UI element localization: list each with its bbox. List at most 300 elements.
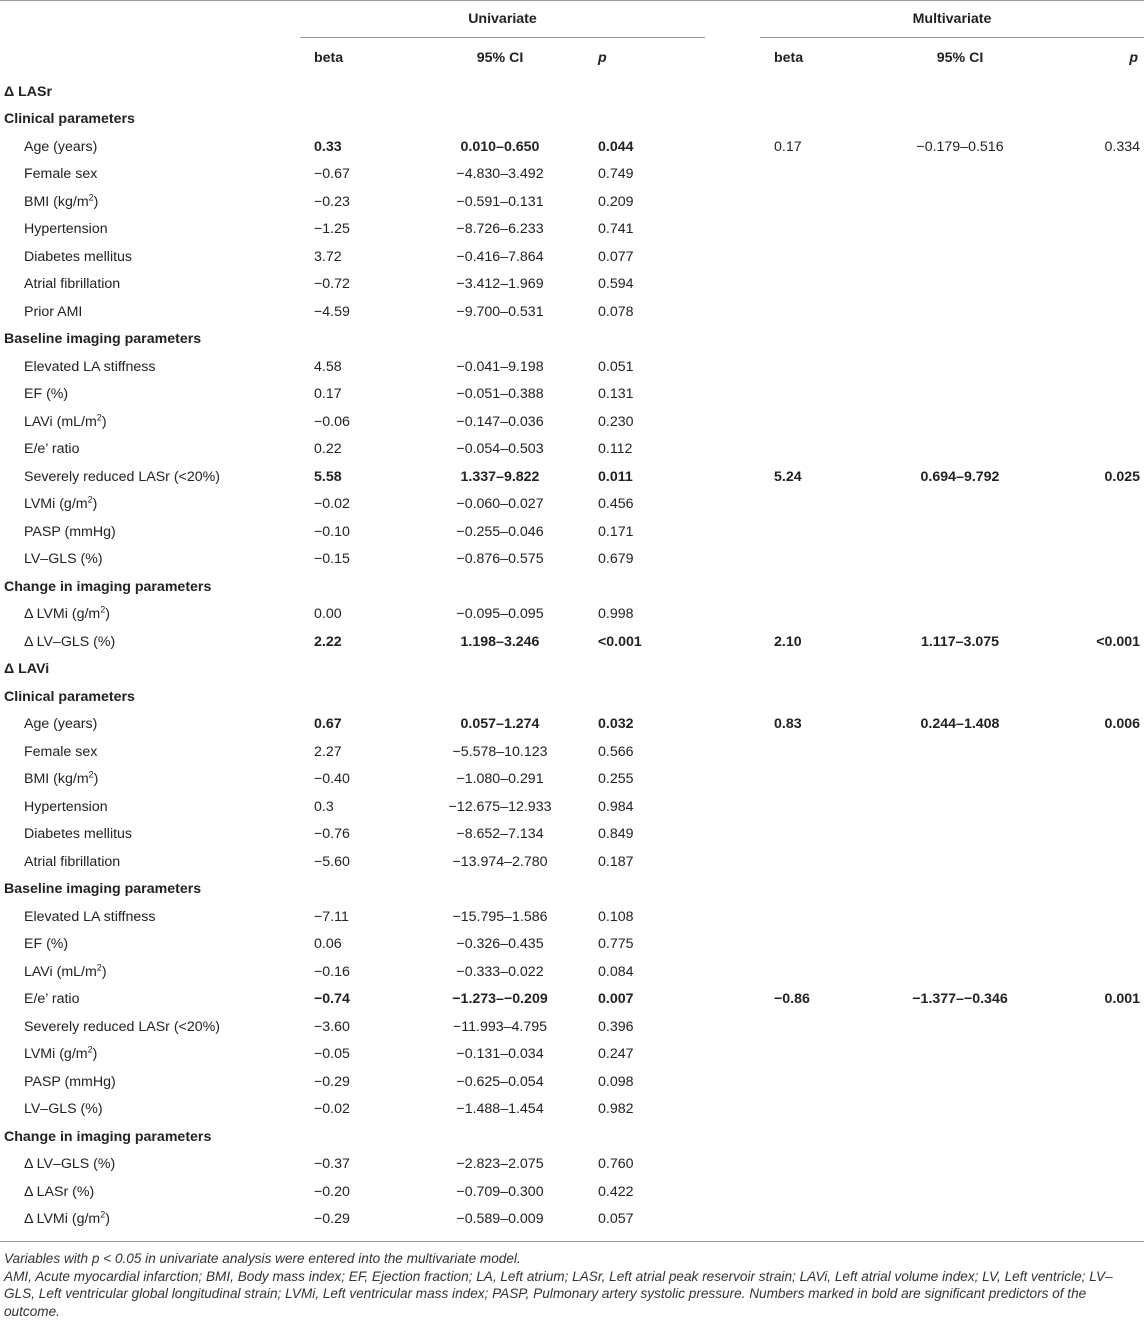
row-label: Diabetes mellitus [24, 248, 133, 265]
multivariate-ci [870, 931, 1050, 959]
multivariate-p [1050, 1151, 1144, 1179]
table-row [0, 931, 1144, 959]
multivariate-p [1050, 188, 1144, 216]
header-sub-row [0, 38, 1144, 79]
multivariate-beta [760, 271, 870, 299]
univariate-ci: 0.057–1.274 [460, 716, 540, 733]
multivariate-p [1050, 1068, 1144, 1096]
univariate-beta: −7.11 [314, 908, 349, 925]
univariate-p: 0.051 [598, 358, 634, 375]
row-label: Δ LASr (%) [24, 1183, 95, 1200]
table-bottom-rule [0, 1233, 1144, 1242]
multivariate-ci: −1.377–−0.346 [912, 991, 1008, 1008]
table-row [0, 381, 1144, 409]
multivariate-p [1050, 353, 1144, 381]
multivariate-ci [870, 188, 1050, 216]
table-row [0, 601, 1144, 629]
section-header-row [0, 573, 1144, 601]
univariate-beta: −0.40 [314, 771, 350, 788]
footnote-1: Variables with p < 0.05 in univariate analysis were entered into the multivariate model. [4, 1251, 521, 1266]
column-gap [705, 793, 760, 821]
univariate-ci: −0.333–0.022 [456, 963, 544, 980]
row-label: LVMi $(g/m^2)$ [24, 494, 98, 513]
univariate-ci: −11.993–4.795 [452, 1018, 548, 1035]
multivariate-ci: −0.179–0.516 [916, 138, 1004, 155]
univariate-beta: −0.29 [314, 1073, 350, 1090]
section-label: Baseline imaging parameters [4, 331, 202, 348]
univariate-beta: −0.02 [314, 1101, 350, 1118]
univariate-p: 0.396 [598, 1018, 634, 1035]
univariate-p: 0.187 [598, 853, 634, 870]
univariate-beta: 0.33 [314, 138, 342, 155]
multivariate-ci [870, 601, 1050, 629]
univariate-ci: −0.625–0.054 [456, 1073, 544, 1090]
univariate-beta: 2.27 [314, 743, 342, 760]
column-gap [705, 491, 760, 519]
row-label: EF (%) [24, 936, 69, 953]
univariate-p: 0.044 [598, 138, 634, 155]
multivariate-p [1050, 381, 1144, 409]
multivariate-p [1050, 216, 1144, 244]
table-row [0, 133, 1144, 161]
univariate-ci: −8.726–6.233 [456, 221, 544, 238]
multivariate-ci [870, 1068, 1050, 1096]
multivariate-beta [760, 931, 870, 959]
column-gap [705, 766, 760, 794]
univariate-beta: 0.17 [314, 386, 342, 403]
row-label: LV–GLS (%) [24, 551, 103, 568]
row-label: Atrial fibrillation [24, 853, 121, 870]
table-row [0, 738, 1144, 766]
univariate-beta: −0.72 [314, 276, 350, 293]
multivariate-p [1050, 271, 1144, 299]
column-gap [705, 546, 760, 574]
multivariate-ci [870, 958, 1050, 986]
multivariate-p [1050, 793, 1144, 821]
multivariate-beta [760, 491, 870, 519]
multivariate-beta [760, 1178, 870, 1206]
section-header-row [0, 326, 1144, 354]
multivariate-ci: 0.694–9.792 [920, 468, 1000, 485]
univariate-ci: −1.080–0.291 [456, 771, 544, 788]
multivariate-p [1050, 518, 1144, 546]
table-row [0, 188, 1144, 216]
multivariate-p [1050, 848, 1144, 876]
univariate-ci: −1.273–−0.209 [452, 991, 548, 1008]
column-gap [705, 1206, 760, 1234]
univariate-p: 0.982 [598, 1101, 634, 1118]
multivariate-p [1050, 546, 1144, 574]
multivariate-beta [760, 1206, 870, 1234]
univariate-ci-header: 95% CI [410, 38, 590, 79]
multivariate-beta [760, 903, 870, 931]
multivariate-p: 0.334 [1104, 138, 1140, 155]
multivariate-beta [760, 738, 870, 766]
row-label: Δ LVMi $(g/m^2)$ [24, 604, 110, 623]
univariate-ci: −2.823–2.075 [456, 1156, 544, 1173]
column-gap [705, 1178, 760, 1206]
multivariate-beta: 5.24 [774, 468, 802, 485]
column-gap [705, 243, 760, 271]
column-gap [705, 353, 760, 381]
multivariate-ci [870, 216, 1050, 244]
column-gap [705, 298, 760, 326]
table-row [0, 1068, 1144, 1096]
multivariate-beta: 2.10 [774, 633, 802, 650]
column-gap [705, 848, 760, 876]
univariate-p: 0.230 [598, 413, 634, 430]
column-gap [705, 1041, 760, 1069]
multivariate-beta [760, 353, 870, 381]
multivariate-ci [870, 1013, 1050, 1041]
multivariate-ci [870, 903, 1050, 931]
univariate-beta: −0.05 [314, 1046, 350, 1063]
univariate-p: 0.775 [598, 936, 634, 953]
multivariate-ci [870, 848, 1050, 876]
multivariate-beta [760, 1068, 870, 1096]
row-label: LAVi $(mL/m^2)$ [24, 962, 107, 980]
row-label: Severely reduced LASr (<20%) [24, 1018, 220, 1035]
table-row [0, 216, 1144, 244]
table-row [0, 628, 1144, 656]
multivariate-ci [870, 1178, 1050, 1206]
multivariate-p [1050, 601, 1144, 629]
table-row [0, 986, 1144, 1014]
table-row [0, 518, 1144, 546]
univariate-p: 0.566 [598, 743, 634, 760]
univariate-beta: −4.59 [314, 303, 350, 320]
row-label: Atrial fibrillation [24, 276, 121, 293]
multivariate-ci [870, 1151, 1050, 1179]
univariate-beta: 3.72 [314, 248, 342, 265]
univariate-ci: −13.974–2.780 [452, 853, 548, 870]
univariate-p: 0.098 [598, 1073, 634, 1090]
row-label: LVMi $(g/m^2)$ [24, 1044, 98, 1063]
row-label: LV–GLS (%) [24, 1101, 103, 1118]
row-label: Elevated LA stiffness [24, 358, 156, 375]
table-row [0, 766, 1144, 794]
univariate-p: 0.255 [598, 771, 634, 788]
multivariate-beta [760, 848, 870, 876]
row-label: EF (%) [24, 386, 69, 403]
multivariate-ci [870, 518, 1050, 546]
univariate-beta: −0.16 [314, 963, 350, 980]
multivariate-p [1050, 766, 1144, 794]
table-row [0, 821, 1144, 849]
univariate-beta: −0.29 [314, 1211, 350, 1228]
univariate-p: 0.084 [598, 963, 634, 980]
univariate-p: 0.741 [598, 221, 634, 238]
univariate-ci: −0.876–0.575 [456, 551, 544, 568]
row-label: PASP (mmHg) [24, 523, 116, 540]
row-label: Prior AMI [24, 303, 83, 320]
multivariate-p [1050, 243, 1144, 271]
multivariate-beta-header: beta [760, 38, 870, 79]
univariate-ci: −0.131–0.034 [456, 1046, 544, 1063]
column-gap [705, 628, 760, 656]
section-label: Change in imaging parameters [4, 578, 212, 595]
table-row [0, 243, 1144, 271]
univariate-beta: 2.22 [314, 633, 342, 650]
univariate-p: 0.456 [598, 496, 634, 513]
univariate-p: 0.749 [598, 166, 634, 183]
multivariate-ci [870, 436, 1050, 464]
univariate-beta: −3.60 [314, 1018, 350, 1035]
univariate-ci: −0.416–7.864 [456, 248, 544, 265]
multivariate-ci [870, 381, 1050, 409]
section-label: Clinical parameters [4, 688, 135, 705]
section-header-row [0, 683, 1144, 711]
multivariate-beta [760, 546, 870, 574]
table-row [0, 546, 1144, 574]
section-header-row [0, 876, 1144, 904]
univariate-ci: −15.795–1.586 [452, 908, 548, 925]
column-gap [705, 381, 760, 409]
multivariate-beta [760, 1096, 870, 1124]
univariate-beta: −0.67 [314, 166, 350, 183]
multivariate-ci [870, 793, 1050, 821]
section-header-row [0, 656, 1144, 684]
multivariate-beta [760, 381, 870, 409]
table-row [0, 463, 1144, 491]
table-row [0, 271, 1144, 299]
univariate-p: 0.998 [598, 606, 634, 623]
multivariate-ci [870, 1096, 1050, 1124]
univariate-beta: 4.58 [314, 358, 342, 375]
table-row [0, 491, 1144, 519]
univariate-beta: −5.60 [314, 853, 350, 870]
multivariate-ci [870, 821, 1050, 849]
multivariate-p: <0.001 [1096, 633, 1140, 650]
univariate-ci: −0.326–0.435 [456, 936, 544, 953]
section-label: Change in imaging parameters [4, 1128, 212, 1145]
multivariate-beta [760, 216, 870, 244]
multivariate-ci [870, 1041, 1050, 1069]
multivariate-ci [870, 408, 1050, 436]
multivariate-p [1050, 821, 1144, 849]
multivariate-beta [760, 161, 870, 189]
column-gap [705, 271, 760, 299]
univariate-beta: 5.58 [314, 468, 342, 485]
multivariate-beta [760, 958, 870, 986]
multivariate-beta [760, 188, 870, 216]
multivariate-beta: 0.17 [774, 138, 802, 155]
univariate-ci: 0.010–0.650 [460, 138, 540, 155]
row-label: Δ LV–GLS (%) [24, 633, 116, 650]
univariate-beta: −0.20 [314, 1183, 350, 1200]
univariate-p: 0.007 [598, 991, 634, 1008]
column-gap [705, 903, 760, 931]
multivariate-beta [760, 436, 870, 464]
multivariate-ci [870, 298, 1050, 326]
univariate-beta: −0.76 [314, 826, 350, 843]
multivariate-p [1050, 958, 1144, 986]
column-gap [705, 738, 760, 766]
univariate-ci: −0.054–0.503 [456, 441, 544, 458]
section-label: Δ LAVi [4, 661, 50, 678]
column-gap [705, 601, 760, 629]
univariate-ci: −0.709–0.300 [456, 1183, 544, 1200]
univariate-beta: 0.3 [314, 798, 334, 815]
row-label: BMI $(kg/m^2)$ [24, 192, 99, 210]
univariate-ci: −4.830–3.492 [456, 166, 544, 183]
table-row [0, 298, 1144, 326]
multivariate-ci [870, 766, 1050, 794]
column-gap [705, 463, 760, 491]
multivariate-p: 0.006 [1104, 716, 1140, 733]
row-label: Severely reduced LASr (<20%) [24, 468, 220, 485]
multivariate-p: 0.001 [1104, 991, 1140, 1008]
column-gap [705, 1151, 760, 1179]
multivariate-p [1050, 408, 1144, 436]
multivariate-ci [870, 353, 1050, 381]
univariate-ci: −12.675–12.933 [448, 798, 552, 815]
univariate-ci: −3.412–1.969 [456, 276, 544, 293]
univariate-p: 0.760 [598, 1156, 634, 1173]
univariate-beta: 0.06 [314, 936, 342, 953]
table-row [0, 711, 1144, 739]
column-gap [705, 408, 760, 436]
univariate-beta: −0.37 [314, 1156, 350, 1173]
univariate-header: Univariate [468, 11, 537, 27]
univariate-p: 0.247 [598, 1046, 634, 1063]
univariate-beta: 0.67 [314, 716, 342, 733]
multivariate-ci: 1.117–3.075 [920, 633, 1000, 650]
header-group-row [0, 1, 1144, 38]
column-gap [705, 161, 760, 189]
table-row [0, 1041, 1144, 1069]
multivariate-p [1050, 1096, 1144, 1124]
univariate-beta: −1.25 [314, 221, 350, 238]
column-gap [705, 1068, 760, 1096]
multivariate-p [1050, 161, 1144, 189]
multivariate-beta [760, 298, 870, 326]
multivariate-p [1050, 1178, 1144, 1206]
section-label: Δ LASr [4, 83, 53, 100]
section-header-row [0, 78, 1144, 106]
univariate-ci: 1.198–3.246 [460, 633, 540, 650]
multivariate-p [1050, 1041, 1144, 1069]
multivariate-beta: 0.83 [774, 716, 802, 733]
row-label: Female sex [24, 743, 98, 760]
univariate-beta-header: beta [300, 38, 410, 79]
univariate-p: 0.131 [598, 386, 634, 403]
column-gap [705, 1096, 760, 1124]
univariate-p: 0.422 [598, 1183, 634, 1200]
multivariate-p-header: p [1050, 38, 1144, 79]
univariate-p: 0.679 [598, 551, 634, 568]
univariate-p: 0.112 [598, 441, 633, 458]
univariate-ci: −0.591–0.131 [456, 193, 544, 210]
univariate-p: 0.077 [598, 248, 634, 265]
multivariate-p [1050, 1013, 1144, 1041]
row-label: Hypertension [24, 798, 108, 815]
univariate-beta: 0.22 [314, 441, 342, 458]
multivariate-p [1050, 903, 1144, 931]
row-label: Elevated LA stiffness [24, 908, 156, 925]
multivariate-ci [870, 546, 1050, 574]
row-label: E/e’ ratio [24, 991, 80, 1008]
multivariate-ci [870, 491, 1050, 519]
multivariate-beta [760, 766, 870, 794]
multivariate-ci: 0.244–1.408 [920, 716, 1000, 733]
multivariate-beta [760, 1151, 870, 1179]
univariate-ci: −0.041–9.198 [456, 358, 544, 375]
multivariate-ci [870, 243, 1050, 271]
row-label: Hypertension [24, 221, 108, 238]
multivariate-p [1050, 931, 1144, 959]
column-gap [705, 518, 760, 546]
univariate-ci: −0.060–0.027 [456, 496, 544, 513]
table-row [0, 408, 1144, 436]
multivariate-beta [760, 408, 870, 436]
univariate-p: 0.849 [598, 826, 634, 843]
column-gap [705, 216, 760, 244]
univariate-beta: −0.23 [314, 193, 350, 210]
univariate-p: 0.984 [598, 798, 634, 815]
multivariate-beta [760, 518, 870, 546]
univariate-p: 0.032 [598, 716, 634, 733]
univariate-ci: −0.051–0.388 [456, 386, 544, 403]
univariate-beta: −0.15 [314, 551, 350, 568]
univariate-p: 0.057 [598, 1211, 634, 1228]
column-gap [705, 711, 760, 739]
table-row [0, 903, 1144, 931]
multivariate-p: 0.025 [1104, 468, 1140, 485]
multivariate-ci-header: 95% CI [870, 38, 1050, 79]
multivariate-header: Multivariate [912, 11, 992, 27]
multivariate-ci [870, 161, 1050, 189]
table-footnotes [0, 1242, 1144, 1320]
column-gap [705, 133, 760, 161]
multivariate-ci [870, 271, 1050, 299]
multivariate-beta [760, 821, 870, 849]
multivariate-p [1050, 738, 1144, 766]
univariate-ci: −1.488–1.454 [456, 1101, 544, 1118]
univariate-ci: −8.652–7.134 [456, 826, 544, 843]
column-gap [705, 436, 760, 464]
univariate-ci: −0.255–0.046 [456, 523, 544, 540]
univariate-beta: −0.02 [314, 496, 350, 513]
column-gap [705, 931, 760, 959]
row-label: Age (years) [24, 138, 98, 155]
univariate-ci: −9.700–0.531 [456, 303, 544, 320]
row-label: Age (years) [24, 716, 98, 733]
row-label: BMI $(kg/m^2)$ [24, 769, 99, 788]
multivariate-beta [760, 793, 870, 821]
multivariate-beta [760, 601, 870, 629]
table-row [0, 1096, 1144, 1124]
univariate-p: 0.078 [598, 303, 634, 320]
univariate-p-header: p [590, 38, 705, 79]
univariate-p: <0.001 [598, 633, 642, 650]
univariate-p: 0.108 [598, 908, 634, 925]
multivariate-p [1050, 436, 1144, 464]
section-label: Clinical parameters [4, 111, 135, 128]
table-row [0, 1151, 1144, 1179]
univariate-p: 0.209 [598, 193, 634, 210]
row-label: Female sex [24, 166, 98, 183]
column-gap [705, 188, 760, 216]
univariate-ci: −5.578–10.123 [452, 743, 548, 760]
univariate-ci: 1.337–9.822 [460, 468, 540, 485]
row-label: Δ LV–GLS (%) [24, 1156, 116, 1173]
univariate-beta: −0.74 [314, 991, 350, 1008]
table-row [0, 958, 1144, 986]
multivariate-beta [760, 1013, 870, 1041]
row-label: Diabetes mellitus [24, 826, 133, 843]
multivariate-p [1050, 491, 1144, 519]
